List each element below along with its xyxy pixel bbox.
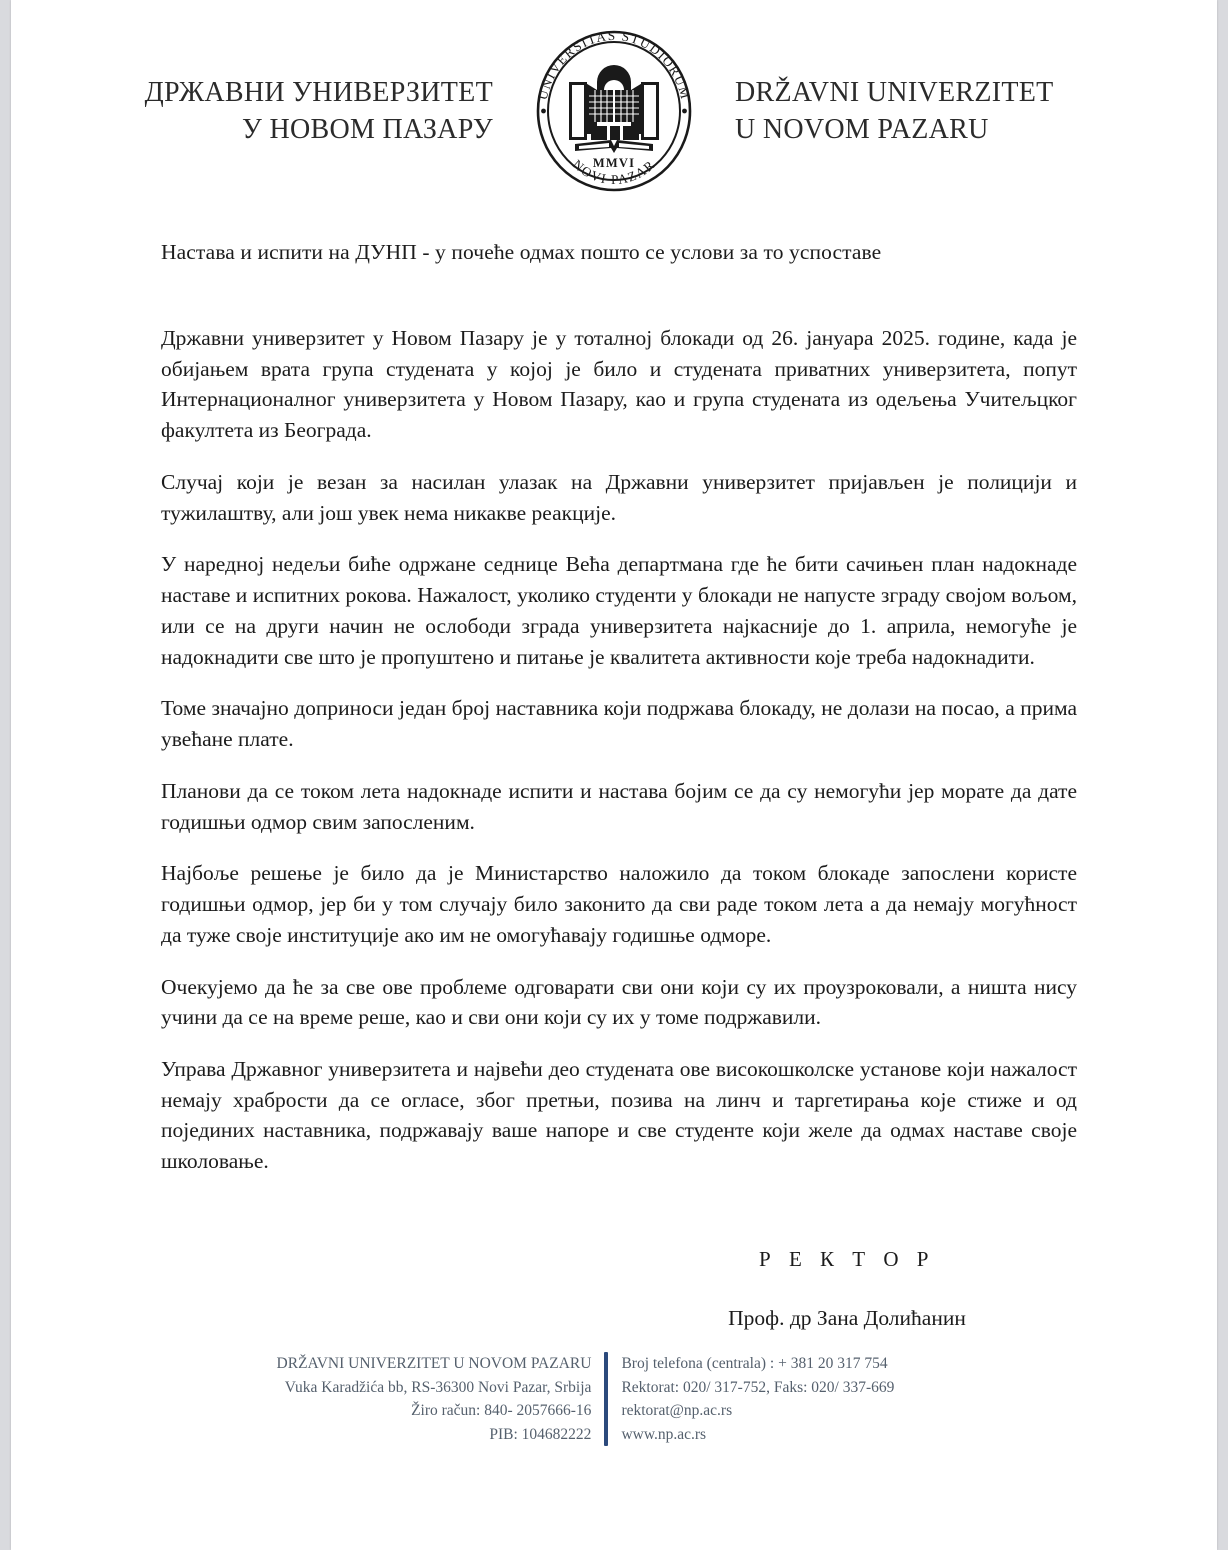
document-page bbox=[11, 0, 1217, 1550]
svg-text:UNIVERSITAS STUDIORUM: UNIVERSITAS STUDIORUM bbox=[534, 30, 694, 102]
footer-bank-account: Žiro račun: 840- 2057666-16 bbox=[411, 1402, 592, 1420]
svg-text:NOVI PAZAR: NOVI PAZAR bbox=[569, 156, 659, 188]
signature-name: Проф. др Зана Долићанин bbox=[728, 1305, 966, 1330]
paragraph: У наредној недељи биће одржане седнице Већа департмана где ће бити сачињен план надокнаде наставе и испитних рокова. Нажалост, уколико студенти у блокади не напусте зграду својом вољом, или се на други начин не ослободи зграда универзитета најкасније до 1. априла, немогуће је надокнадити све што је пропуштено и питање је квалитета активности које треба надокнадити. bbox=[161, 552, 1077, 669]
footer-street-address: Vuka Karadžića bb, RS-36300 Novi Pazar, Srbija bbox=[284, 1378, 592, 1396]
page-footer bbox=[11, 1352, 1217, 1446]
footer-contact-column bbox=[608, 1352, 951, 1446]
paragraph: Управа Државног универзитета и највећи део студената ове високошколске установе који нажалост немају храбрости да се огласе, због претњи, позива на линч и таргетирања које стиже и од појединих наставника, подржавају ваше напоре и све студенте који желе да одмах наставе своје школовање. bbox=[161, 1056, 1077, 1174]
signature-title: Р Е К Т О Р bbox=[759, 1246, 935, 1271]
letterhead bbox=[11, 0, 1217, 188]
footer-institution-name: DRŽAVNI UNIVERZITET U NOVOM PAZARU bbox=[276, 1355, 592, 1372]
paragraph: Планови да се током лета надокнаде испити и настава бојим се да су немогући јер морате да дате годишњи одмор свим запосленим. bbox=[161, 778, 1077, 834]
seal-container bbox=[519, 30, 709, 192]
footer-rectorate-fax: Rektorat: 020/ 317-752, Faks: 020/ 337-669 bbox=[621, 1378, 895, 1396]
svg-text:MMVI: MMVI bbox=[592, 156, 636, 170]
document-body bbox=[161, 323, 1077, 1177]
letterhead-latin-title bbox=[709, 74, 1095, 148]
letterhead-cyrillic-line1: ДРЖАВНИ УНИВЕРЗИТЕТ bbox=[144, 76, 493, 108]
letterhead-latin-line1: DRŽAVNI UNIVERZITET bbox=[735, 76, 1054, 108]
paragraph: Државни универзитет у Новом Пазару је у тоталној блокади од 26. јануара 2025. године, када је обијањем врата група студената у којој је било и студената приватних универзитета, попут Интернационалног универзитета у Новом Пазару, као и група студената из одељења Учитељцког факултета из Београда. bbox=[161, 326, 1077, 443]
paragraph: Очекујемо да ће за све ове проблеме одговарати сви они који су их проузроковали, а ништа нису учини да се на време реше, као и сви они који су их у томе подржавили. bbox=[161, 974, 1077, 1030]
letterhead-latin-line2: U NOVOM PAZARU bbox=[735, 114, 989, 145]
paragraph: Најбоље решење је било да је Министарство наложило да током блокаде запослени користе годишњи одмор, јер би у том случају било законито да сви раде током лета а да немају могућност да туже своје институције ако им не омогућавају годишње одморе. bbox=[161, 861, 1077, 947]
letterhead-cyrillic-title bbox=[133, 74, 519, 148]
paragraph: Томе значајно доприноси један број наставника који подржава блокаду, не долази на посао, а прима увећане плате. bbox=[161, 696, 1077, 752]
document-content bbox=[11, 238, 1217, 1331]
document-headline: Настава и испити на ДУНП - у почеће одмах пошто се услови за то успоставе bbox=[161, 240, 882, 264]
footer-website: www.np.ac.rs bbox=[621, 1425, 707, 1443]
letterhead-cyrillic-line2: У НОВОМ ПАЗАРУ bbox=[242, 114, 493, 145]
paragraph: Случај који је везан за насилан улазак на Државни универзитет пријављен је полицији и тужилаштву, али још увек нема никакве реакције. bbox=[161, 469, 1077, 525]
footer-address-column bbox=[277, 1352, 605, 1446]
footer-phone: Broj telefona (centrala) : + 381 20 317 754 bbox=[621, 1355, 888, 1372]
university-seal-icon bbox=[525, 30, 703, 192]
footer-tax-id: PIB: 104682222 bbox=[489, 1425, 592, 1443]
signature-block bbox=[161, 1247, 1077, 1331]
footer-email: rektorat@np.ac.rs bbox=[621, 1402, 733, 1420]
